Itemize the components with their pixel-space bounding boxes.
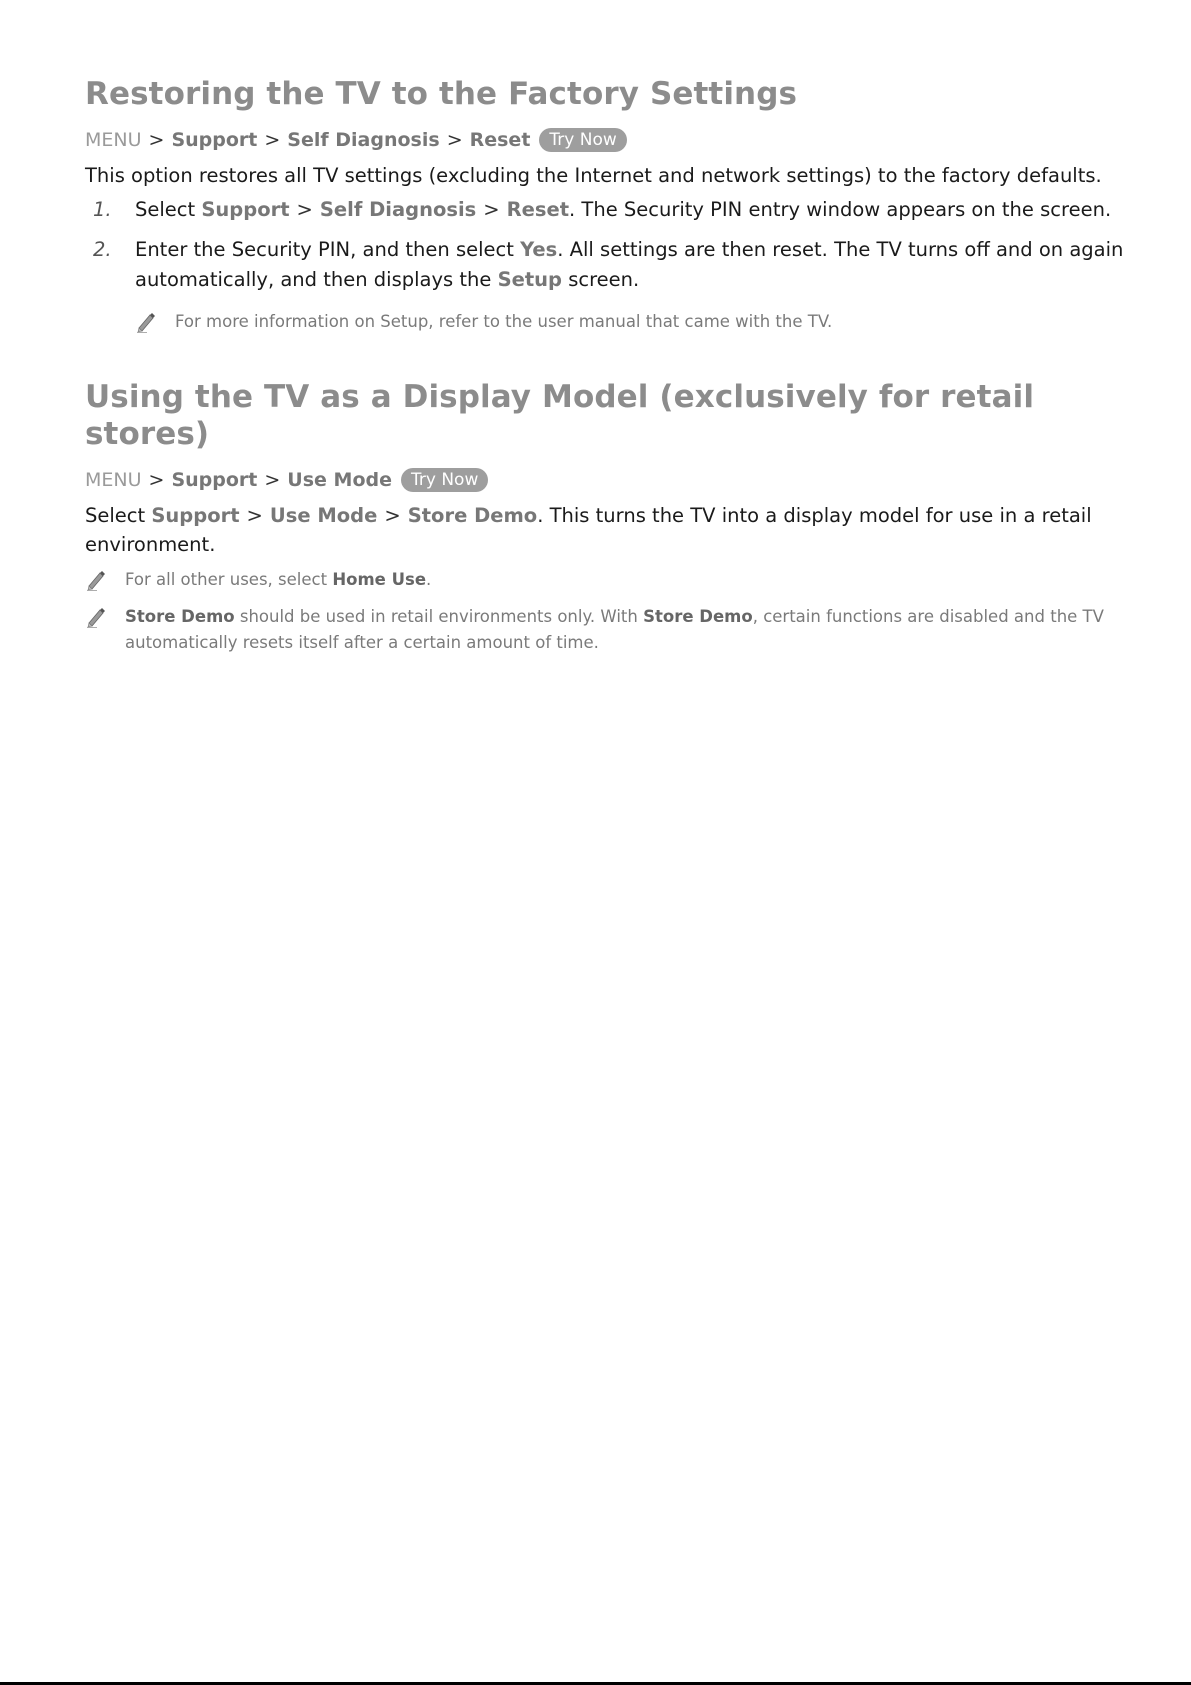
use-mode-text: Select Support > Use Mode > Store Demo. This turns the TV into a display model for use in a retail environment. xyxy=(85,503,1092,556)
highlight-use-mode: Use Mode xyxy=(269,503,378,527)
step-text: Enter the Security PIN, and then select Yes. All settings are then reset. The TV turns off and on again automatically, and then displays the Setup screen. xyxy=(135,237,1124,292)
step-text: Select Support > Self Diagnosis > Reset. The Security PIN entry window appears on the screen. xyxy=(135,197,1112,221)
chevron-right-icon: > xyxy=(264,469,281,492)
highlight-store-demo: Store Demo xyxy=(407,503,538,527)
pencil-note-icon xyxy=(135,309,175,335)
highlight-yes: Yes xyxy=(520,237,558,261)
highlight-setup: Setup xyxy=(497,268,563,292)
section-title-factory-settings: Restoring the TV to the Factory Settings xyxy=(85,76,798,112)
note-setup-info xyxy=(135,309,1125,335)
chevron-right-icon: > xyxy=(384,503,401,527)
path-menu: MENU xyxy=(85,469,142,492)
note-text: Store Demo should be used in retail environments only. With Store Demo, certain functions are disabled and the TV automatically resets itself after a certain amount of time. xyxy=(125,606,1104,653)
manual-page xyxy=(85,76,1125,667)
step-1 xyxy=(85,195,1125,225)
chevron-right-icon: > xyxy=(148,129,165,152)
path-reset: Reset xyxy=(469,129,531,152)
note-home-use xyxy=(85,567,1125,593)
step-2 xyxy=(85,235,1125,295)
path-support: Support xyxy=(171,129,258,152)
highlight-self-diagnosis: Self Diagnosis xyxy=(319,197,477,221)
chevron-right-icon: > xyxy=(483,197,500,221)
chevron-right-icon: > xyxy=(446,129,463,152)
note-store-demo xyxy=(85,604,1125,657)
chevron-right-icon: > xyxy=(264,129,281,152)
highlight-support: Support xyxy=(201,197,290,221)
note-text: For more information on Setup, refer to the user manual that came with the TV. xyxy=(175,312,833,332)
step-number: 1. xyxy=(93,197,112,221)
pencil-note-icon xyxy=(85,604,125,657)
highlight-home-use: Home Use xyxy=(332,570,427,590)
note-text: For all other uses, select Home Use. xyxy=(125,570,432,590)
highlight-store-demo: Store Demo xyxy=(643,606,753,626)
chevron-right-icon: > xyxy=(296,197,313,221)
try-now-button[interactable]: Try Now xyxy=(401,468,488,492)
highlight-support: Support xyxy=(151,503,240,527)
section-title-display-model: Using the TV as a Display Model (exclusively for retail stores) xyxy=(85,378,1035,452)
menu-path-reset xyxy=(85,127,1125,154)
intro-text: This option restores all TV settings (excluding the Internet and network settings) to the factory defaults. xyxy=(85,163,1102,187)
step-number: 2. xyxy=(93,237,112,261)
path-self-diagnosis: Self Diagnosis xyxy=(287,129,440,152)
highlight-reset: Reset xyxy=(506,197,570,221)
menu-path-use-mode xyxy=(85,467,1125,494)
chevron-right-icon: > xyxy=(246,503,263,527)
pencil-note-icon xyxy=(85,567,125,593)
steps-list xyxy=(85,195,1125,296)
path-support: Support xyxy=(171,469,258,492)
path-use-mode: Use Mode xyxy=(287,469,392,492)
chevron-right-icon: > xyxy=(148,469,165,492)
highlight-store-demo: Store Demo xyxy=(125,606,235,626)
try-now-button[interactable]: Try Now xyxy=(539,128,626,152)
path-menu: MENU xyxy=(85,129,142,152)
